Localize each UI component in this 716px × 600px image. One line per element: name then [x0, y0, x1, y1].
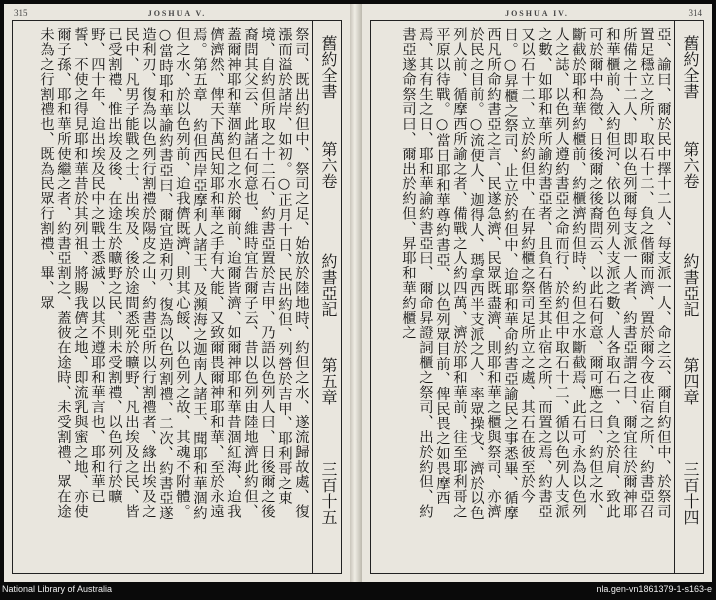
page-number-han: 三百十四	[681, 461, 700, 525]
book-gutter	[350, 4, 362, 582]
book-title: 舊約全書	[681, 35, 700, 99]
volume-label: 第六卷	[681, 141, 700, 189]
page-number-han: 三百十五	[319, 461, 338, 525]
scan-footer	[0, 582, 716, 598]
body-text: 祭司、既出約但中、祭司之足、始放於陸地時、約但之水、遂流歸故處、復漲而溢於諸岸、如初。○正月十日、民出約但、列營於吉甲、耶利哥之東境、自約但所取之十二石、約書亞置於吉甲、乃語以色列人曰、日後爾之後裔問其父云、此諸石何意也、維時宜告爾子云、昔以色列由陸地濟此約但、蓋爾神耶和華涸約但之水於爾前、迨爾皆濟、如爾神耶和華昔涸紅海、迨我儕濟然、俾天下萬民知耶和華之手有大能、又致爾畏爾神耶和華、至於永遠焉。第五章 約但西岸亞摩利人諸王、及瀕海之迦南人諸王、聞耶和華涸約但之水、於以色列前、迨我儕既濟、則其心餒、以色列之故、其魂不附體。○當時耶和華諭約書亞曰、爾宜造利刃、復為以色列割禮、二次、約書亞遂造利刃、復為以色列行割禮於陽皮之山、約書亞所以行割禮者、緣出埃及之民中、凡男子能戰之士、出埃及、後於途間悉死於曠野、凡出埃及之民、皆已受割禮、惟出埃及後、在途生於曠野之民、則未受割禮、以色列行於曠野、四十年、迨出埃及民中之戰士悉滅、以其不遵耶和華言也、耶和華已誓、不使之得見耶和華昔於其列祖、將賜我儕之地、即流乳與蜜之地、亦使爾子孫、耶和華所使繼之者、約書亞割之、蓋彼在途時、未受割禮、眾在途未為之行割禮也、既為民眾行割禮、畢、眾	[38, 27, 309, 521]
left-page	[4, 4, 350, 582]
text-frame	[370, 20, 704, 574]
library-credit: National Library of Australia	[2, 584, 113, 594]
margin-rule	[674, 21, 675, 573]
running-head: JOSHUA IV.	[505, 9, 569, 18]
running-head: JOSHUA V.	[147, 9, 207, 18]
text-frame	[12, 20, 342, 574]
right-page	[362, 4, 712, 582]
page-number: 314	[688, 8, 702, 18]
book-name: 約書亞記	[319, 253, 338, 317]
margin-rule	[312, 21, 313, 573]
page-number: 315	[14, 8, 28, 18]
book-title: 舊約全書	[319, 35, 338, 99]
book-name: 約書亞記	[681, 253, 700, 317]
chapter-label: 第五章	[319, 357, 338, 405]
body-text: 亞、諭曰、爾於民中擇十二人、每支派一人、命之云、爾自約但中、於祭司置足穩立之所、取石十二、負之偕爾而濟、置於爾今夜止宿之所、約書亞召所備之十二人、即以色列爾每支派一人者、約書亞謂之曰、爾宜往於爾神耶和華櫃前、入約但河、依以色列人支派之數、人各取石一、負之於肩、致此可於爾中為徵、日後爾之後裔問云、以此石何意、爾可應之曰、約但之水、斷截於耶和華約櫃前、約櫃濟約但時、約但之水斷截焉、此石可永為以色列人之誌、以色列人遵約書亞之命而行、於約但中取石十二、循以色列人支派之數、如耶和華所諭約書亞者、且負石偕至其止宿之所、而置之焉、約書亞又以石十二、立於約但中、在昇約櫃之祭司足所立之處、其石在彼至於今日。○昇櫃之祭司、止立於約但中、迨耶和華命約書亞諭民之事悉畢、循摩西凡所命約書亞之言、民遂急濟、民眾既盡濟、則耶和華之櫃與祭司、亦濟於民之目前。○流便人、迦得人、瑪拿西半支派之人、率眾操戈、濟於以色列人前、循摩西所諭之者、備戰之人約四萬、濟於耶和華前、往至耶利哥之平原以待戰。○當日耶和華尊約書亞、以色列眾目前、俾民畏之如畏摩西焉、其有生之日、耶和華諭約書亞曰、爾命昇證詞櫃之祭司、出於約但、約書亞遂命祭司曰、爾出於約但、昇耶和華約櫃之	[400, 27, 671, 521]
scan-identifier: nla.gen-vn1861379-1-s163-e	[596, 584, 712, 594]
chapter-label: 第四章	[681, 357, 700, 405]
volume-label: 第六卷	[319, 141, 338, 189]
